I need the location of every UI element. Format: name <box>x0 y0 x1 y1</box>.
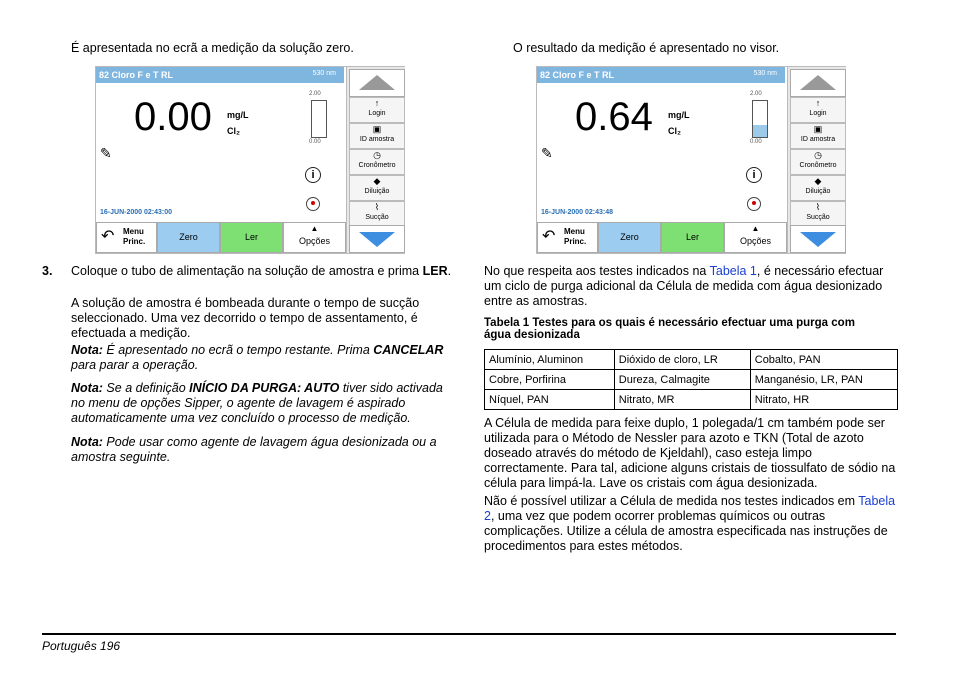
table-cell: Níquel, PAN <box>485 390 615 410</box>
timer-icon[interactable] <box>306 197 320 211</box>
footer-rule <box>42 633 896 635</box>
info-icon[interactable]: i <box>305 167 321 183</box>
suction-paragraph: A solução de amostra é bombeada durante o tempo de sucção seleccionado. Uma vez decorrido o tempo de assentamento, é efectuada a medição. <box>71 296 420 340</box>
dilution-button[interactable]: ◆ Diluição <box>790 175 846 201</box>
note-3: Nota: Pode usar como agente de lavagem água desionizada ou a amostra seguinte. <box>71 435 437 464</box>
login-icon: ↑ <box>374 98 380 108</box>
suction-icon: ⌇ <box>374 202 380 212</box>
read-button[interactable]: Ler <box>220 222 283 253</box>
gauge-max: 2.00 <box>309 91 321 97</box>
species-label: Cl₂ <box>668 126 681 136</box>
read-button[interactable]: Ler <box>661 222 724 253</box>
note-2: Nota: Se a definição INÍCIO DA PURGA: AUTO tiver sido activada no menu de opções Sipper, o agente de lavagem é aspirado automaticamente uma vez concluído o processo de medição. <box>71 381 443 425</box>
table-row <box>485 350 898 370</box>
wavelength: 530 nm <box>312 70 336 77</box>
sample-id-button[interactable]: ▣ ID amostra <box>349 123 405 149</box>
method-title: 82 Cloro F e T RL <box>540 70 615 80</box>
table-cell: Alumínio, Aluminon <box>485 350 615 370</box>
options-caret-icon: ▲ <box>751 224 760 233</box>
table-cell: Cobre, Porfirina <box>485 370 615 390</box>
suction-button[interactable]: ⌇ Sucção <box>349 201 405 227</box>
footer-page-label: Português 196 <box>42 639 121 653</box>
datetime: 16-JUN-2000 02:43:48 <box>541 209 613 216</box>
species-label: Cl₂ <box>227 126 240 136</box>
purge-paragraph: No que respeita aos testes indicados na Tabela 1, é necessário efectuar um ciclo de purga adicional da Célula de medida com água desionizado entre as amostras. <box>484 264 884 308</box>
unit-label: mg/L <box>227 110 249 120</box>
dilution-icon: ◆ <box>814 176 822 186</box>
main-menu-button[interactable]: ↶ Menu Princ. <box>96 222 157 253</box>
options-button[interactable]: ▲ Opções <box>724 222 787 253</box>
dilution-button[interactable]: ◆ Diluição <box>349 175 405 201</box>
table-cell: Manganésio, LR, PAN <box>750 370 897 390</box>
wavelength: 530 nm <box>753 70 777 77</box>
reading-value: 0.00 <box>134 95 212 139</box>
unit-label: mg/L <box>668 110 690 120</box>
screen-result <box>536 66 846 254</box>
dilution-icon: ◆ <box>373 176 381 186</box>
table-cell: Dureza, Calmagite <box>614 370 750 390</box>
step-3-text: Coloque o tubo de alimentação na solução de amostra e prima LER. <box>71 264 452 278</box>
scroll-down-button[interactable] <box>349 225 405 253</box>
suction-icon: ⌇ <box>815 202 821 212</box>
cell-warning-paragraph: Não é possível utilizar a Célula de medida nos testes indicados em Tabela 2, uma vez que podem ocorrer problemas químicos ou outras complicações. Utilize a célula de amostra especificada nas instruções de procedimentos para estes métodos. <box>484 494 896 553</box>
bottom-bar <box>96 222 346 253</box>
note-1: Nota: É apresentado no ecrã o tempo restante. Prima CANCELAR para parar a operação. <box>71 343 444 372</box>
timer-icon[interactable] <box>747 197 761 211</box>
table-cell: Dióxido de cloro, LR <box>614 350 750 370</box>
gauge-max: 2.00 <box>750 91 762 97</box>
method-title: 82 Cloro F e T RL <box>99 70 174 80</box>
left-intro: É apresentada no ecrã a medição da solução zero. <box>71 41 354 55</box>
back-arrow-icon: ↶ <box>101 228 115 245</box>
zero-button[interactable]: Zero <box>598 222 661 253</box>
edit-icon[interactable]: ✎ <box>100 145 112 161</box>
edit-icon[interactable]: ✎ <box>541 145 553 161</box>
right-intro: O resultado da medição é apresentado no visor. <box>513 41 780 55</box>
timer-button[interactable]: ◷ Cronômetro <box>790 149 846 175</box>
login-icon: ↑ <box>815 98 821 108</box>
main-menu-button[interactable]: ↶ Menu Princ. <box>537 222 598 253</box>
table-row <box>485 390 898 410</box>
range-gauge <box>311 100 327 138</box>
scroll-up-button[interactable] <box>790 69 846 97</box>
scroll-up-button[interactable] <box>349 69 405 97</box>
side-panel <box>787 67 846 253</box>
table-caption: Tabela 1 Testes para os quais é necessário efectuar uma purga com água desionizada <box>484 317 855 341</box>
table-cell: Nitrato, HR <box>750 390 897 410</box>
login-button[interactable]: ↑ Login <box>790 97 846 123</box>
stopwatch-icon: ◷ <box>814 150 822 160</box>
side-panel <box>346 67 405 253</box>
sample-id-button[interactable]: ▣ ID amostra <box>790 123 846 149</box>
sample-icon: ▣ <box>372 124 382 134</box>
purge-tests-table <box>484 349 898 410</box>
nessler-paragraph: A Célula de medida para feixe duplo, 1 polegada/1 cm também pode ser utilizada para o Método de Nessler para azoto e TKN (Total de azoto doseado através do método de Kjeldahl), caso esteja limpo correctamente. Para tal, adicione alguns cristais de tiossulfato de sódio na célula para limpá-la. Lave os cristais com água desionizada. <box>484 416 896 490</box>
gauge-min: 0.00 <box>750 139 762 145</box>
options-caret-icon: ▲ <box>310 224 319 233</box>
table-row <box>485 370 898 390</box>
gauge-min: 0.00 <box>309 139 321 145</box>
zero-button[interactable]: Zero <box>157 222 220 253</box>
info-icon[interactable]: i <box>746 167 762 183</box>
table-cell: Cobalto, PAN <box>750 350 897 370</box>
reading-value: 0.64 <box>575 95 653 139</box>
timer-button[interactable]: ◷ Cronômetro <box>349 149 405 175</box>
screen-header <box>96 67 344 83</box>
suction-button[interactable]: ⌇ Sucção <box>790 201 846 227</box>
bottom-bar <box>537 222 787 253</box>
range-gauge <box>752 100 768 138</box>
screen-header <box>537 67 785 83</box>
screen-zero <box>95 66 405 254</box>
stopwatch-icon: ◷ <box>373 150 381 160</box>
scroll-down-button[interactable] <box>790 225 846 253</box>
table-1-link[interactable]: Tabela 1 <box>709 264 757 278</box>
options-button[interactable]: ▲ Opções <box>283 222 346 253</box>
reading-unit <box>668 107 690 139</box>
datetime: 16-JUN-2000 02:43:00 <box>100 209 172 216</box>
login-button[interactable]: ↑ Login <box>349 97 405 123</box>
gauge-fill <box>753 125 767 137</box>
reading-unit <box>227 107 249 139</box>
back-arrow-icon: ↶ <box>542 228 556 245</box>
table-cell: Nitrato, MR <box>614 390 750 410</box>
table-2-link[interactable]: Tabela 2 <box>484 494 896 523</box>
step-number: 3. <box>42 264 53 278</box>
sample-icon: ▣ <box>813 124 823 134</box>
